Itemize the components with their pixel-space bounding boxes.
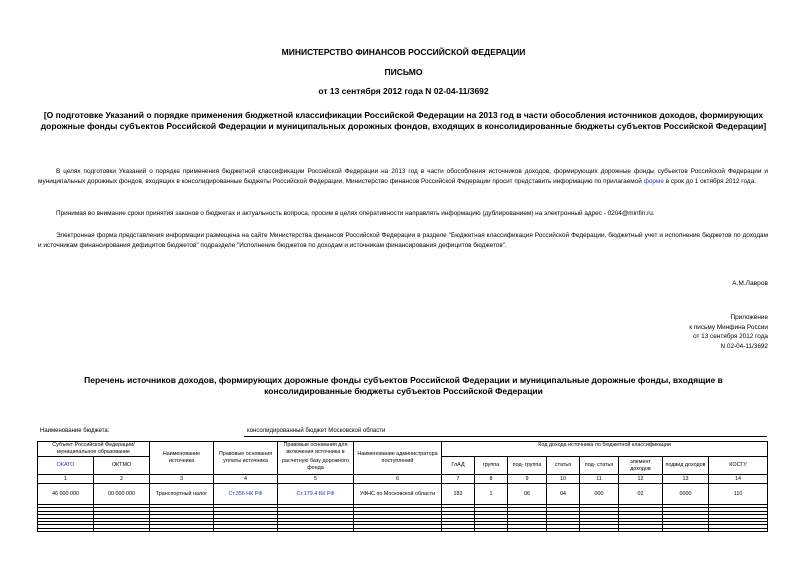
col-num: 12: [619, 475, 663, 484]
header-element: элемент доходов: [619, 457, 663, 475]
header-oktmo: ОКТМО: [94, 457, 150, 475]
col-num: 2: [94, 475, 150, 484]
col-num: 13: [663, 475, 709, 484]
appendix-line-4: N 02-04-11/3692: [720, 342, 768, 350]
cell-oktmo: 00 000 000: [94, 484, 150, 505]
header-subtype: подвид доходов: [663, 457, 709, 475]
col-num: 10: [547, 475, 580, 484]
document-subject: [О подготовке Указаний о порядке применения бюджетной классификации Российской Федерации на 2013 год в части обособления источников доходов, формирующих дорожные фонды субъектов Российской Федерации и муниципальных дорожных фондов, входящих в консолидированные бюджеты субъектов Российской Федерации]: [40, 110, 767, 131]
list-title: Перечень источников доходов, формирующих дорожные фонды субъектов Российской Федерации и муниципальные дорожные фонды, входящие в консолидированные бюджеты субъектов Российской Федерации: [84, 375, 723, 396]
paragraph-1: [38, 167, 768, 186]
cell-source: Транспортный налог: [150, 484, 214, 505]
header-group: группа: [475, 457, 508, 475]
table-row: [38, 484, 768, 505]
cell-subtype: 0000: [663, 484, 709, 505]
header-legal-fund-top: Правовые основания для включения источника в: [278, 442, 354, 457]
header-legal-payment: Правовые основания уплаты источника: [214, 442, 278, 475]
column-numbers-row: [38, 475, 768, 484]
header-admin: Наименование администратора поступлений: [354, 442, 442, 475]
header-subject: Субъект Российской Федерации/ муниципальное образование: [38, 442, 150, 457]
header-source-name: Наименование источника: [150, 442, 214, 475]
sources-table: [37, 441, 768, 532]
col-num: 3: [150, 475, 214, 484]
header-code: Код дохода источника по бюджетной классификации: [442, 442, 768, 457]
col-num: 11: [580, 475, 619, 484]
appendix-block: [568, 313, 768, 351]
form-link[interactable]: форме: [643, 177, 664, 185]
col-num: 9: [508, 475, 547, 484]
paragraph-1-end: в срок до 1 октября 2012 года.: [663, 177, 756, 185]
col-num: 6: [354, 475, 442, 484]
col-num: 7: [442, 475, 475, 484]
header-article: статья: [547, 457, 580, 475]
paragraph-3-text: Электронная форма представления информации размещена на сайте Министерства финансов Российской Федерации в разделе "Бюджетная классификация Российской Федерации, бюджетный учет и исполнение бюджетов по доходам и источникам финансирования дефицитов бюджетов" подразделе "Исполнение бюджетов по доходам и источникам финансирования дефицитов бюджетов".: [38, 232, 768, 249]
col-num: 1: [38, 475, 94, 484]
paragraph-1-start: В целях подготовки Указаний о порядке применения бюджетной классификации Российской Федерации на 2013 год в части обособления источников доходов, формирующих дорожные фонды субъектов Российской Федерации и муниципальных дорожных фондов, входящих в консолидированные бюджеты Российской Федерации, Министерство финансов Российской Федерации просит представить информацию по прилагаемой: [38, 168, 768, 185]
paragraph-2: [38, 209, 768, 219]
cell-admin: УФНС по Московской области: [354, 484, 442, 505]
cell-article: 04: [547, 484, 580, 505]
cell-kosgu: 110: [709, 484, 768, 505]
cell-group: 1: [475, 484, 508, 505]
col-num: 5: [278, 475, 354, 484]
appendix-line-3: от 13 сентября 2012 года: [693, 333, 768, 340]
header-okato: ОКАТО: [38, 457, 94, 475]
budget-label: Наименование бюджета:: [40, 428, 110, 434]
col-num: 14: [709, 475, 768, 484]
cell-element: 02: [619, 484, 663, 505]
paragraph-2-text: Принимая во внимание сроки принятия законов о бюджетах и актуальность вопроса, просим в целях оперативности направлять информацию (дублированием) на электронный адрес - 0204@minfin.ru.: [56, 210, 655, 217]
document-type: ПИСЬМО: [384, 67, 423, 77]
cell-glad: 182: [442, 484, 475, 505]
document-date-number: от 13 сентября 2012 года N 02-04-11/3692: [318, 86, 489, 96]
header-glad: ГлАД: [442, 457, 475, 475]
appendix-line-1: Приложение: [730, 314, 768, 321]
cell-legal-payment-link[interactable]: Ст.356 НК РФ: [214, 484, 278, 505]
header-subgroup: под- группа: [508, 457, 547, 475]
signature: А.М.Лавров: [732, 280, 768, 287]
cell-okato: 46 000 000: [38, 484, 94, 505]
col-num: 4: [214, 475, 278, 484]
cell-subgroup: 06: [508, 484, 547, 505]
header-kosgu: КОСГУ: [709, 457, 768, 475]
header-legal-fund-bottom: расчетную базу дорожного фонда: [278, 457, 354, 475]
appendix-line-2: к письму Минфина России: [689, 323, 768, 331]
budget-underline: [244, 436, 767, 437]
paragraph-3: [38, 231, 768, 250]
cell-legal-fund-link[interactable]: Ст.179.4 БК РФ: [278, 484, 354, 505]
header-subarticle: под- статья: [580, 457, 619, 475]
budget-value: консолидированный бюджет Московской области: [247, 428, 386, 434]
ministry-title: МИНИСТЕРСТВО ФИНАНСОВ РОССИЙСКОЙ ФЕДЕРАЦИИ: [281, 47, 526, 57]
empty-row: [38, 528, 768, 531]
cell-subarticle: 000: [580, 484, 619, 505]
col-num: 8: [475, 475, 508, 484]
